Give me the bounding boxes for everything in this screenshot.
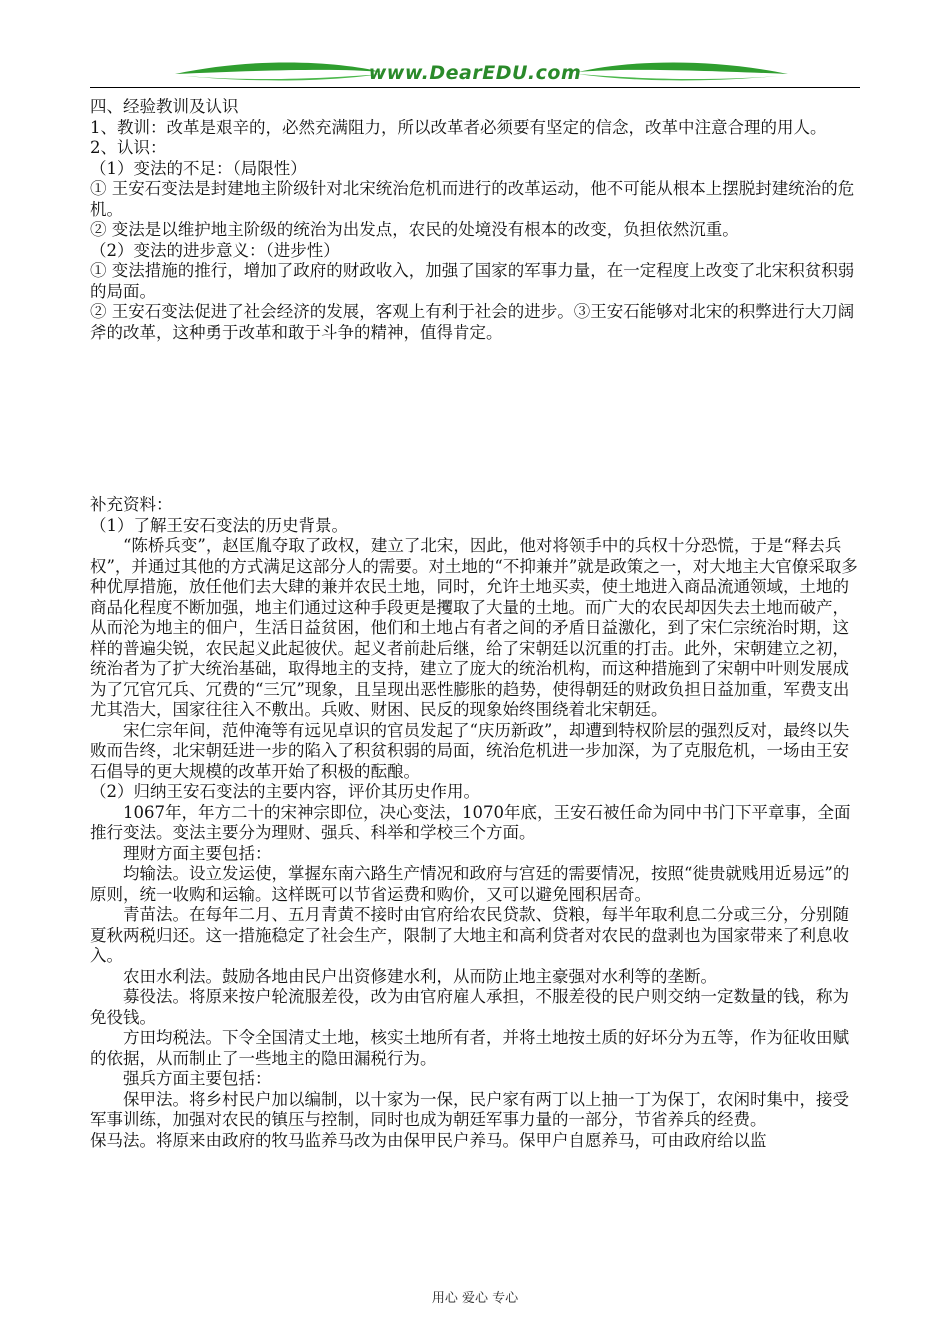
paragraph: 青苗法。在每年二月、五月青黄不接时由官府给农民贷款、贷粮，每半年取利息二分或三分，分别随夏秋两税归还。这一措施稳定了社会生产，限制了大地主和高利贷者对农民的盘剥也为国家带来了利息收入。 [90,905,849,965]
paragraph: ① 变法措施的推行，增加了政府的财政收入，加强了国家的军事力量，在一定程度上改变了北宋积贫积弱的局面。 [90,261,855,301]
paragraph: ② 王安石变法促进了社会经济的发展，客观上有利于社会的进步。③王安石能够对北宋的积弊进行大刀阔斧的改革，这种勇于改革和敢于斗争的精神，值得肯定。 [90,302,855,342]
paragraph: 农田水利法。鼓励各地由民户出资修建水利，从而防止地主豪强对水利等的垄断。 [123,966,717,986]
paragraph: 1067年，年方二十的宋神宗即位，决心变法，1070年底，王安石被任命为同中书门下平章事，全面推行变法。变法主要分为理财、强兵、科举和学校三个方面。 [90,802,851,842]
paragraph: 2、认识： [90,138,167,157]
paragraph: “陈桥兵变”，赵匡胤夺取了政权，建立了北宋，因此，他对将领手中的兵权十分恐慌，于是“释去兵权”，并通过其他的方式满足这部分人的需要。对土地的“不抑兼并”就是政策之一，对大地主大官僚采取多种优厚措施，放任他们去大肆的兼并农民土地，同时，允许土地买卖，使土地进入商品流通领域，土地的商品化程度不断加强，地主们通过这种手段更是攫取了大量的土地。而广大的农民却因失去土地而破产，从而沦为地主的佃户，生活日益贫困，他们和土地占有者之间的矛盾日益激化，到了宋仁宗统治时期，这样的普遍尖锐，农民起义此起彼伏。起义者前赴后继，给了宋朝廷以沉重的打击。此外，宋朝建立之初，统治者为了扩大统治基础，取得地主的支持，建立了庞大的统治机构，而这种措施到了宋朝中叶则发展成为了冗官冗兵、冗费的“三冗”现象，且呈现出恶性膨胀的趋势，使得朝廷的财政负担日益加重，军费支出尤其浩大，国家往往入不敷出。兵败、财困、民反的现象始终围绕着北宋朝廷。 [90,536,858,719]
header-logo-banner [90,58,860,88]
paragraph: 1、教训：改革是艰辛的，必然充满阻力，所以改革者必须要有坚定的信念，改革中注意合理的用人。 [90,117,827,137]
subsection-title: （2）变法的进步意义：（进步性） [90,240,340,260]
page-footer: 用心 爱心 专心 [431,1291,519,1306]
subsection-title: 强兵方面主要包括： [123,1069,272,1088]
section-title: 四、经验教训及认识 [90,97,239,116]
site-logo-text: www.DearEDU.com [368,62,582,84]
paragraph: 保马法。将原来由政府的牧马监养马改为由保甲民户养马。保甲户自愿养马，可由政府给以监 [90,1130,767,1150]
section-title: 补充资料： [90,495,173,514]
subsection-title: （1）了解王安石变法的历史背景。 [90,515,348,535]
header-rule [90,87,860,88]
paragraph: 募役法。将原来按户轮流服差役，改为由官府雇人承担，不服差役的民户则交纳一定数量的钱，称为免役钱。 [90,987,849,1027]
blank-gap [90,343,862,495]
paragraph: 宋仁宗年间，范仲淹等有远见卓识的官员发起了“庆历新政”，却遭到特权阶层的强烈反对，最终以失败而告终，北宋朝廷进一步的陷入了积贫积弱的局面，统治危机进一步加深，为了克服危机，一场由王安石倡导的更大规模的改革开始了积极的酝酿。 [90,720,850,781]
subsection-title: （1）变法的不足：（局限性） [90,158,307,178]
paragraph: 均输法。设立发运使，掌握东南六路生产情况和政府与宫廷的需要情况，按照“徙贵就贱用近易远”的原则，统一收购和运输。这样既可以节省运费和购价，又可以避免囤积居奇。 [90,864,850,904]
subsection-title: 理财方面主要包括： [123,843,272,863]
document-body [90,97,862,1151]
paragraph: 保甲法。将乡村民户加以编制，以十家为一保，民户家有两丁以上抽一丁为保丁，农闲时集中，接受军事训练，加强对农民的镇压与控制，同时也成为朝廷军事力量的一部分，节省养兵的经费。 [90,1089,849,1129]
paragraph: ① 王安石变法是封建地主阶级针对北宋统治危机而进行的改革运动，他不可能从根本上摆脱封建统治的危机。 [90,179,855,219]
paragraph: 方田均税法。下令全国清丈土地，核实土地所有者，并将土地按土质的好坏分为五等，作为征收田赋的依据，从而制止了一些地主的隐田漏税行为。 [90,1028,849,1068]
paragraph: ② 变法是以维护地主阶级的统治为出发点，农民的处境没有根本的改变，负担依然沉重。 [90,220,739,239]
subsection-title: （2）归纳王安石变法的主要内容，评价其历史作用。 [90,782,480,801]
